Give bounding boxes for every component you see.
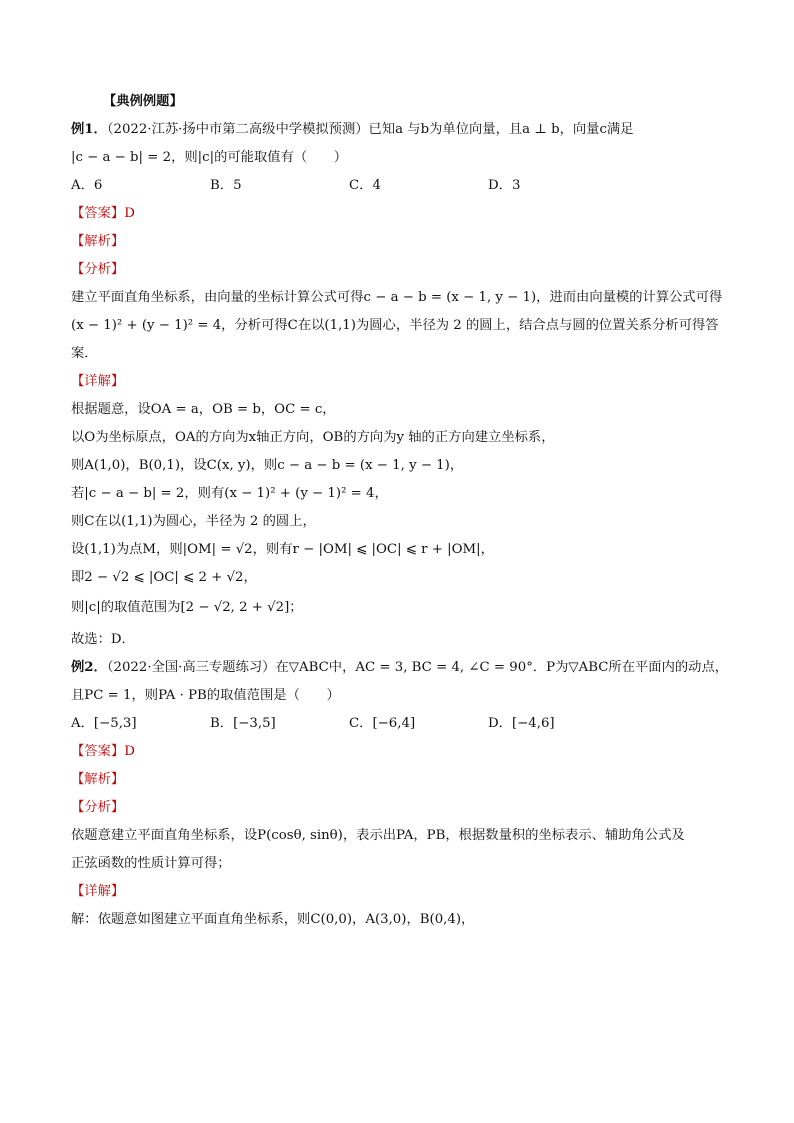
example-1-fenxi-line-3: 案． xyxy=(71,346,98,361)
example-2-xiangjie-tag: 【详解】 xyxy=(71,884,125,899)
example-1-answer xyxy=(71,204,135,224)
example-2-option-d: D．[−4,6] xyxy=(488,716,555,731)
example-2-stem-line-1 xyxy=(71,658,728,678)
example-2-option-c: C．[−6,4] xyxy=(349,716,416,731)
example-2-options xyxy=(71,714,627,734)
example-1-detail-line-1: 根据题意，设OA = a，OB = b，OC = c， xyxy=(71,402,336,417)
example-2-jiexi-tag: 【解析】 xyxy=(71,772,125,787)
example-1-option-b: B．5 xyxy=(210,178,242,193)
example-2-answer-tag: 【答案】 xyxy=(71,744,125,759)
example-1-detail-line-9: 故选：D． xyxy=(71,632,135,647)
example-2-label: 例2． xyxy=(71,660,107,675)
example-1-option-a: A．6 xyxy=(71,178,103,193)
example-1-jiexi-tag: 【解析】 xyxy=(71,234,125,249)
example-1-answer-value: D xyxy=(124,206,135,221)
example-1-detail-line-6: 设(1,1)为点M，则|OM| = √2，则有r − |OM| ⩽ |OC| ⩽ r + |OM|， xyxy=(71,542,494,557)
example-2-answer xyxy=(71,742,135,762)
example-1-detail-line-3: 则A(1,0)，B(0,1)，设C(x, y)，则c − a − b = (x − 1, y − 1)， xyxy=(71,458,464,473)
example-2-answer-value: D xyxy=(124,744,135,759)
example-2-fenxi-line-2: 正弦函数的性质计算可得； xyxy=(71,856,231,871)
example-2-option-b: B．[−3,5] xyxy=(210,716,276,731)
example-1-detail-line-7: 即2 − √2 ⩽ |OC| ⩽ 2 + √2， xyxy=(71,570,257,585)
example-1-option-d: D．3 xyxy=(488,178,521,193)
example-1-option-c: C．4 xyxy=(349,178,381,193)
example-1-stem-line-2: |c − a − b| = 2，则|c|的可能取值有（ ） xyxy=(71,150,348,165)
example-2-option-a: A．[−5,3] xyxy=(71,716,137,731)
example-1-detail-line-8: 则|c|的取值范围为[2 − √2, 2 + √2]； xyxy=(71,600,303,615)
example-2-stem-line-2: 且PC = 1，则PA · PB的取值范围是（ ） xyxy=(71,688,340,703)
example-1-label: 例1． xyxy=(71,122,107,137)
example-1-answer-tag: 【答案】 xyxy=(71,206,125,221)
example-1-xiangjie-tag: 【详解】 xyxy=(71,374,125,389)
example-2-fenxi-line-1: 依题意建立平面直角坐标系，设P(cosθ, sinθ)，表示出PA，PB，根据数量积的坐标表示、辅助角公式及 xyxy=(71,828,685,843)
example-1-fenxi-tag: 【分析】 xyxy=(71,262,125,277)
example-1-detail-line-5: 则C在以(1,1)为圆心，半径为 2 的圆上， xyxy=(71,514,316,529)
example-2-stem-text-1: （2022·全国·高三专题练习）在▽ABC中，AC = 3, BC = 4, ∠C = 90°．P为▽ABC所在平面内的动点， xyxy=(106,660,729,675)
example-1-detail-line-2: 以O为坐标原点，OA的方向为x轴正方向，OB的方向为y 轴的正方向建立坐标系， xyxy=(71,430,555,445)
example-1-detail-line-4: 若|c − a − b| = 2，则有(x − 1)² + (y − 1)² = 4， xyxy=(71,486,388,501)
example-1-options xyxy=(71,176,627,196)
example-1-fenxi-line-1: 建立平面直角坐标系，由向量的坐标计算公式可得c − a − b = (x − 1, y − 1)，进而由向量模的计算公式可得 xyxy=(71,290,723,305)
example-1-fenxi-line-2: (x − 1)² + (y − 1)² = 4，分析可得C在以(1,1)为圆心，半径为 2 的圆上，结合点与圆的位置关系分析可得答 xyxy=(71,318,719,333)
example-2-fenxi-tag: 【分析】 xyxy=(71,800,125,815)
example-1-stem-text-1: （2022·江苏·扬中市第二高级中学模拟预测）已知a 与b为单位向量，且a ⊥ b，向量c满足 xyxy=(106,122,634,137)
example-2-detail-line-1: 解：依题意如图建立平面直角坐标系，则C(0,0)，A(3,0)，B(0,4)， xyxy=(71,912,475,927)
example-1-stem-line-1 xyxy=(71,120,634,140)
section-title: 【典例例题】 xyxy=(103,94,183,109)
